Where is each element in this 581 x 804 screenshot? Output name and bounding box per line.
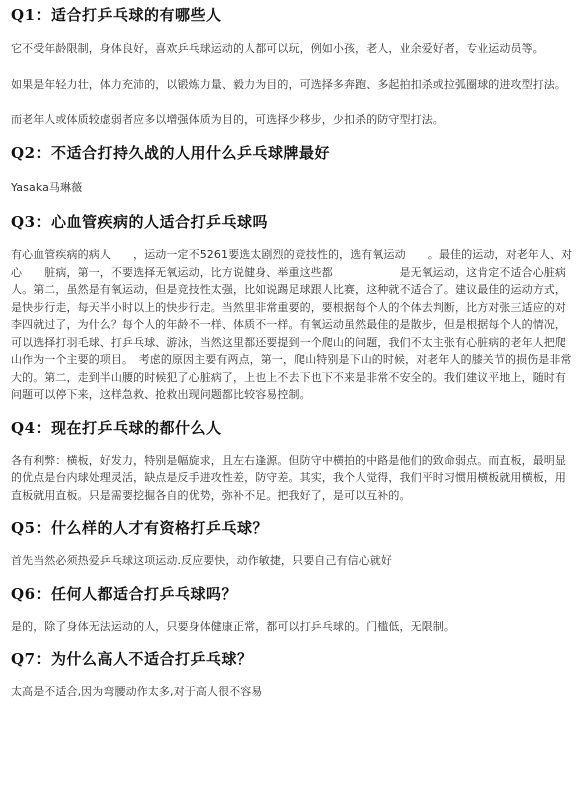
question-4-answer: 各有利弊：横板，好发力，特别是幅旋求，且左右逢源。但防守中横拍的中路是他们的致命弱点。而直板，最明显的优点是台内球处理灵活，缺点是反手进攻性差，防守差。其实，我个人觉得，我们平时习惯用横板就用横板，用直板就用直板。只是需要挖掘各自的优势，弥补不足。把我好了，是可以互补的。 (11, 453, 566, 502)
question-3-heading: Q3：心血管疾病的人适合打乒乓球吗 (11, 213, 269, 231)
question-1-answer-paragraph-3: 而老年人或体质较虚弱者应多以增强体质为目的，可选择少移步，少扣杀的防守型打法。 (11, 113, 444, 126)
question-6-answer: 是的，除了身体无法运动的人，只要身体健康正常，都可以打乒乓球的。门槛低，无限制。 (11, 619, 455, 633)
question-3-answer: 有心血管疾病的病人 ，运动一定不5261要选太剧烈的竞技性的，选有氧运动 。最佳的运动，对老年人、对心 脏病，第一，不要选择无氧运动，比方说健身、举重这些都 是无氧运动，这肯定不适合心脏病人。第二，虽然是有氧运动，但是竞技性太强，比如说踢足球跟人比赛，这种就不适合了。建议最佳的运动方式，是快步行走，每天半小时以上的快步行走。当然里非常重要的，要根据每个人的个体去判断，比方对张三适应的对李四就过了，为什么？每个人的年龄不一样、体质不一样。有氧运动虽然最佳的是散步，但是根据每个人的情况，可以选择打羽毛球、打乒乓球、游泳，当然这里都还要提到一个爬山的问题，我们不太主张有心脏病的老年人把爬山作为一个主要的项目。 考虑的原因主要有两点，第一，爬山特别是下山的时候，对老年人的膝关节的损伤是非常大的。第二，走到半山腰的时候犯了心脏病了，上也上不去下也下不来是非常不安全的。我们建议平地上，随时有问题可以停下来，这样急救、抢救出现问题都比较容易控制。 (11, 248, 573, 401)
question-2-heading: Q2：不适合打持久战的人用什么乒乓球牌最好 (11, 143, 331, 162)
question-1-answer-paragraph-2: 如果是年轻力壮，体力充沛的，以锻炼力量、毅力为目的，可选择多奔跑、多起拍扣杀或拉弧圈球的进攻型打法。 (11, 77, 566, 91)
question-7-heading: Q7：为什么高人不适合打乒乓球？ (11, 650, 253, 668)
question-6-heading: Q6：任何人都适合打乒乓球吗？ (11, 584, 238, 603)
question-7-answer: 太高是不适合,因为弯腰动作太多,对于高人很不容易 (11, 685, 263, 698)
question-5-heading: Q5：什么样的人才有资格打乒乓球？ (11, 519, 269, 537)
question-4-heading: Q4：现在打乒乓球的都什么人 (11, 418, 222, 437)
question-2-answer: Yasaka马琳薇 (11, 180, 83, 194)
question-1-answer-paragraph-1: 它不受年龄限制，身体良好，喜欢乒乓球运动的人都可以玩，例如小孩，老人，业余爱好者，专业运动员等。 (11, 42, 544, 55)
question-1-heading: Q1：适合打乒乓球的有哪些人 (11, 6, 222, 24)
question-5-answer: 首先当然必须热爱乒乓球这项运动.反应要快，动作敏捷，只要自己有信心就好 (11, 554, 392, 567)
